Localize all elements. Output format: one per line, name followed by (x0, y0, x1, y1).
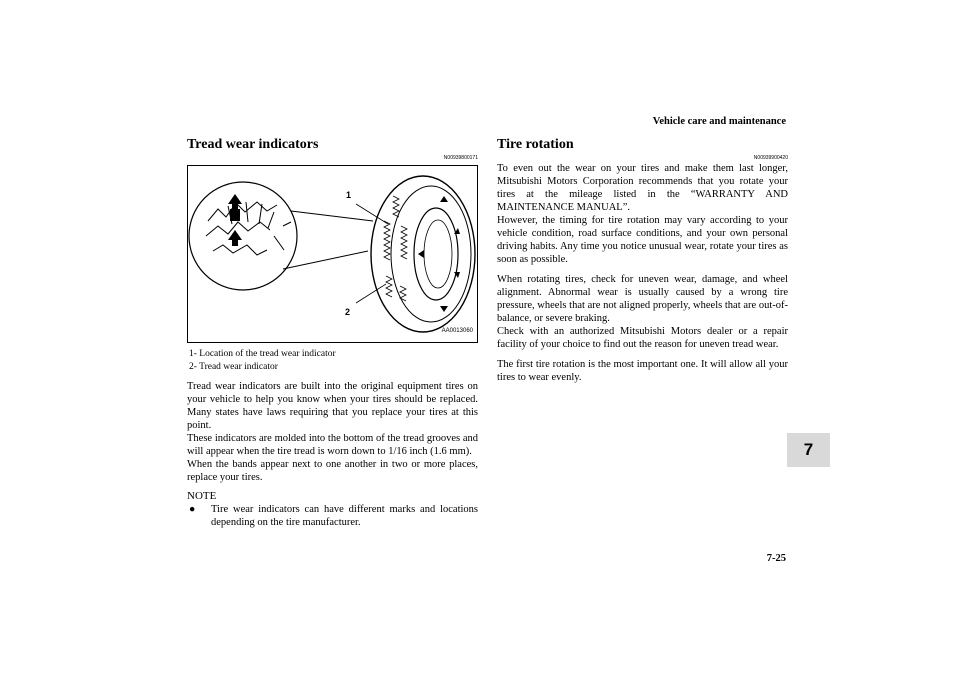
note-text: Tire wear indicators can have different marks and locations depending on the tire manufacturer. (211, 504, 478, 528)
section-header: Vehicle care and maintenance (652, 116, 786, 127)
right-column (497, 136, 788, 384)
section-code: N00939800171 (443, 155, 478, 161)
tread-wear-title: Tread wear indicators (187, 137, 319, 152)
figure-code: AA0013060 (441, 328, 473, 334)
paragraph: However, the timing for tire rotation may vary according to your vehicle condition, road surface conditions, and your own personal driving habits. Any time you notice unusual wear, rotate your tires as soon as possible. (497, 215, 788, 265)
page-number: 7-25 (766, 553, 786, 564)
note-title: NOTE (187, 490, 217, 502)
paragraph: Tread wear indicators are built into the original equipment tires on your vehicle to help you know when your tires should be replaced. Many states have laws requiring that you replace your tires at this point. (187, 381, 478, 431)
section-code: N00939900420 (753, 155, 788, 161)
left-column (187, 136, 478, 529)
callout-2: 2 (345, 307, 351, 317)
figure-legend (187, 348, 478, 374)
paragraph: The first tire rotation is the most important one. It will allow all your tires to wear evenly. (497, 359, 788, 383)
legend-item: 1- Location of the tread wear indicator (189, 349, 336, 359)
paragraph: When rotating tires, check for uneven wear, damage, and wheel alignment. Abnormal wear is usually caused by a wrong tire pressure, wheels that are not aligned properly, wheels that are out-of-balance, or severe braking. (497, 274, 788, 324)
tire-rotation-title: Tire rotation (497, 137, 574, 152)
chapter-tab: 7 (787, 433, 830, 467)
legend-item: 2- Tread wear indicator (189, 362, 278, 372)
callout-1: 1 (346, 190, 352, 200)
paragraph: To even out the wear on your tires and make them last longer, Mitsubishi Motors Corporation recommends that you rotate your tires at the mileage listed in the “WARRANTY AND MAINTENANCE MANUAL”. (497, 163, 788, 213)
tire-illustration (188, 166, 477, 342)
bullet-icon: ● (189, 504, 196, 515)
paragraph: Check with an authorized Mitsubishi Motors dealer or a repair facility of your choice to find out the reason for uneven tread wear. (497, 326, 788, 350)
paragraph: When the bands appear next to one another in two or more places, replace your tires. (187, 459, 478, 483)
tire-figure (187, 165, 478, 343)
note-item (187, 503, 478, 529)
paragraph: These indicators are molded into the bottom of the tread grooves and will appear when the tire tread is worn down to 1/16 inch (1.6 mm). (187, 433, 478, 457)
